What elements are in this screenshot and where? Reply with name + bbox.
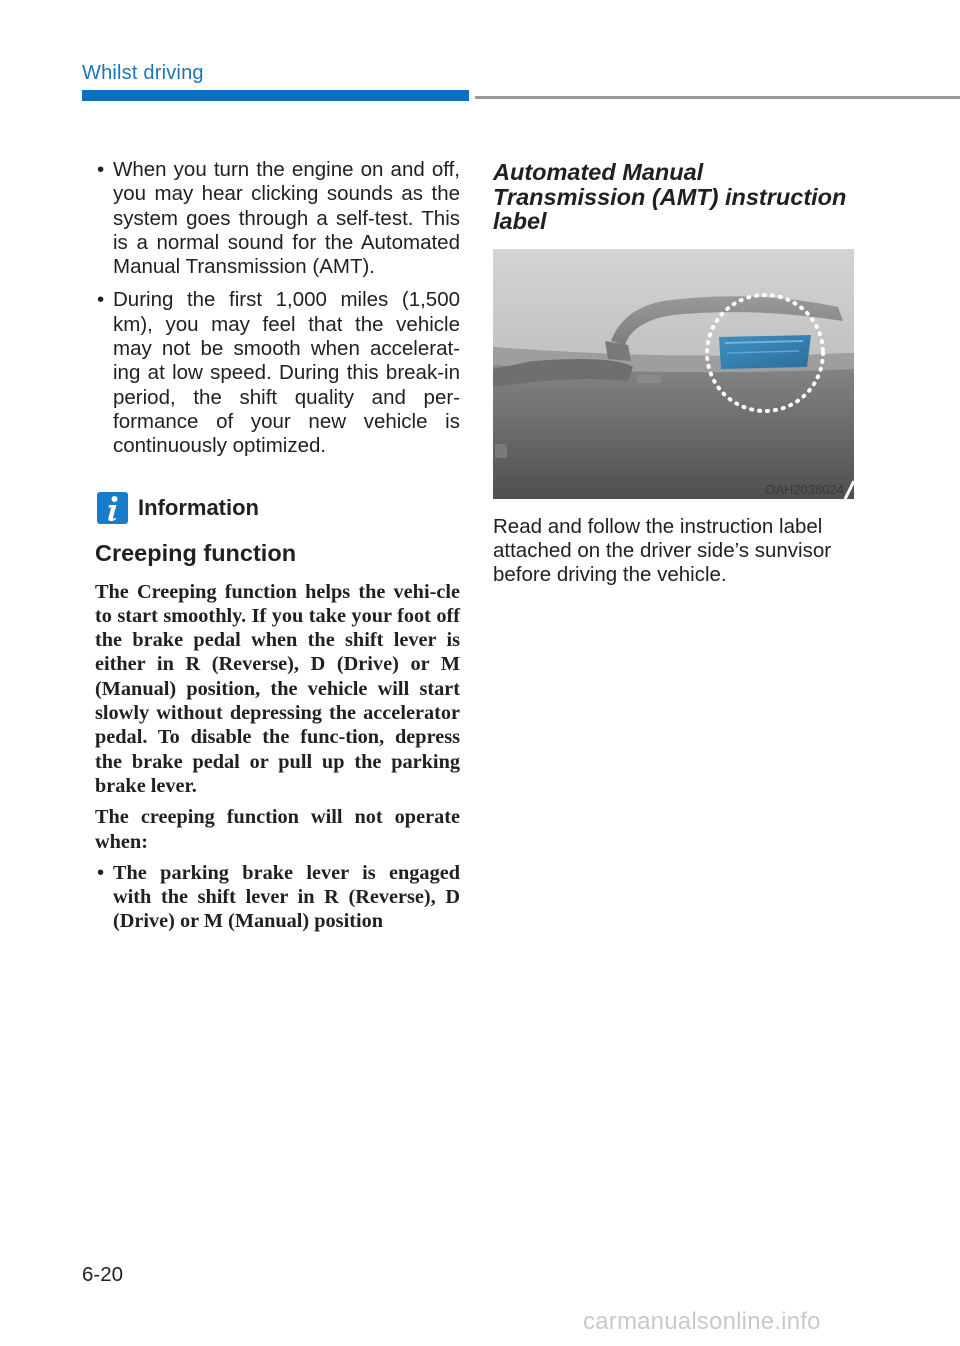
creeping-condition-item [95, 861, 460, 934]
bullet-dot: • [97, 158, 105, 181]
list-item-text: When you turn the engine on and off, you may hear clicking sounds as the system goes through a self-test. This is a normal sound for the Automated Manual Transmission (AMT). [113, 158, 460, 279]
list-item-text: During the first 1,000 miles (1,500 km), you may feel that the vehicle may not be smooth when accelerat-ing at low speed. During this break-in period, the shift quality and per-formance of your new vehicle is continuously optimized. [113, 288, 460, 458]
amt-label-heading: Automated Manual Transmission (AMT) instruction label [493, 159, 847, 234]
bullet-dot: • [97, 288, 105, 312]
creeping-condition-intro: The creeping function will not operate when: [95, 806, 460, 853]
page-number: 6-20 [82, 1263, 124, 1286]
sunvisor-photo [493, 249, 854, 499]
information-header [95, 492, 460, 526]
watermark: carmanualsonline.info [583, 1308, 821, 1335]
bullet-list [95, 158, 460, 459]
section-label: Whilst driving [82, 62, 204, 84]
list-item [95, 288, 460, 458]
information-title: Information [138, 494, 259, 520]
left-column [95, 158, 460, 934]
header-rule [475, 96, 960, 99]
right-column [493, 160, 855, 587]
list-item [95, 158, 460, 279]
image-code: OAH2038024 [765, 481, 844, 497]
header-bar-blue [82, 90, 469, 101]
creeping-function-heading: Creeping function [95, 539, 297, 566]
amt-label-description: Read and follow the instruction label attached on the driver side’s sunvisor before driving the vehicle. [493, 514, 832, 586]
bullet-dot: • [97, 861, 105, 884]
info-icon [97, 492, 128, 524]
creeping-condition-text: The parking brake lever is engaged with the shift lever in R (Reverse), D (Drive) or M (Manual) position [113, 861, 460, 933]
creeping-paragraph: The Creeping function helps the vehi-cle to start smoothly. If you take your foot off the brake pedal when the shift lever is either in R (Reverse), D (Drive) or M (Manual) position, the vehicle will start slowly without depressing the accelerator pedal. To disable the func-tion, depress the brake pedal or pull up the parking brake lever. [95, 580, 460, 797]
